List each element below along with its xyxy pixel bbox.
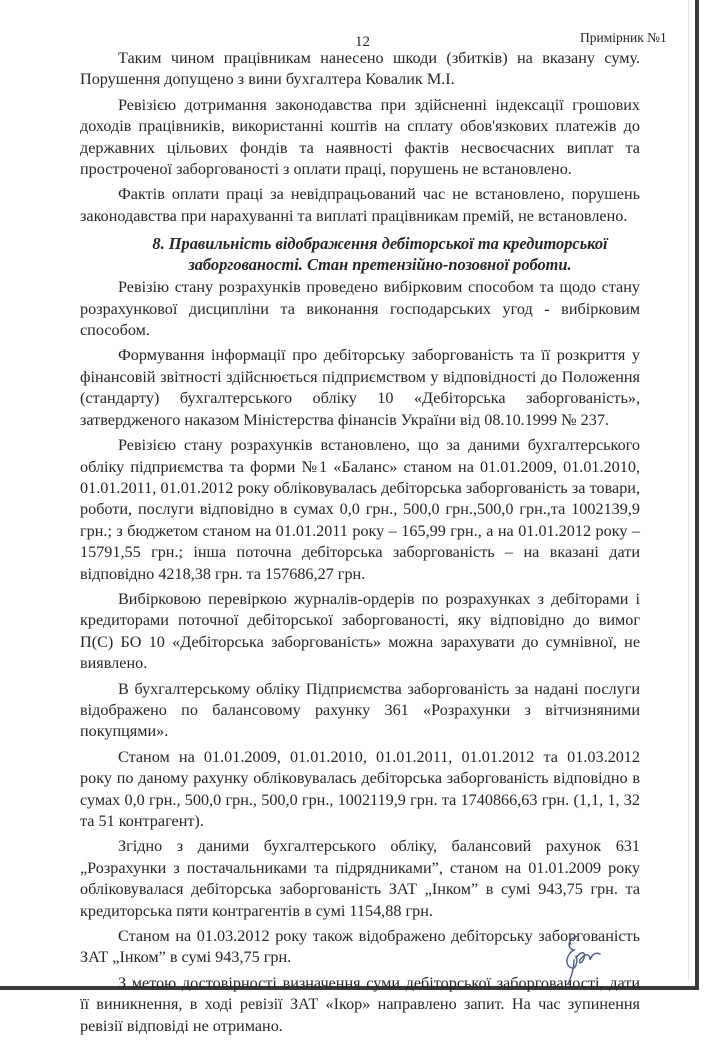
paragraph: Станом на 01.01.2009, 01.01.2010, 01.01.2011, 01.01.2012 та 01.03.2012 року по даному рахунку обліковувалась дебіторська заборгованість відповідно в сумах 0,0 грн., 500,0 грн., 500,0 грн., 1002119,9 грн. та 1740866,63 грн. (1,1, 1, 32 та 51 контрагент).	[80, 747, 640, 830]
section-heading-line-1: 8. Правильність відображення дебіторської та кредиторської	[152, 234, 608, 254]
paragraph: Фактів оплати праці за невідпрацьований час не встановлено, порушень законодавства при нарахуванні та виплаті працівникам премій, не встановлено.	[80, 185, 640, 225]
paragraph: Ревізію стану розрахунків проведено вибірковим способом та щодо стану розрахункової дисципліни та виконання господарських угод - вибірковим способом.	[80, 278, 640, 340]
paragraph: Таким чином працівникам нанесено шкоди (збитків) на вказану суму. Порушення допущено з вини бухгалтера Ковалик М.І.	[80, 49, 640, 89]
section-heading-line-2: заборгованості. Стан претензійно-позовної роботи.	[188, 255, 572, 275]
page-number: 12	[355, 34, 370, 50]
page-edge-line	[688, 0, 689, 980]
paragraph: Згідно з даними бухгалтерського обліку, балансовий рахунок 631 „Розрахунки з постачальниками та підрядниками”, станом на 01.01.2009 року обліковувалася дебіторська заборгованість ЗАТ „Інком” в сумі 943,75 грн. та кредиторська пяти контрагентів в сумі 1154,88 грн.	[80, 837, 640, 920]
document-body	[80, 48, 640, 1041]
paragraph: Формування інформації про дебіторську заборгованість та її розкриття у фінансовій звітності здійснюється підприємством у відповідності до Положення (стандарту) бухгалтерського обліку 10 «Дебіторська заборгованість», затвердженого наказом Міністерства фінансів України від 08.10.1999 № 237.	[80, 346, 640, 429]
paragraph: З метою достовірності визначення суми дебіторської заборгованості, дати її виникнення, в ході ревізії ЗАТ «Ікор» направлено запит. На час зупинення ревізії відповіді не отримано.	[80, 973, 640, 1035]
paragraph: Ревізією стану розрахунків встановлено, що за даними бухгалтерського обліку підприємства та форми №1 «Баланс» станом на 01.01.2009, 01.01.2010, 01.01.2011, 01.01.2012 року обліковувалась дебіторська заборгованість за товари, роботи, послуги відповідно в сумах 0,0 грн., 500,0 грн.,500,0 грн.,та 1002139,9 грн.; з бюджетом станом на 01.01.2011 року – 165,99 грн., а на 01.01.2012 року – 15791,55 грн.; інша поточна дебіторська заборгованість – на вказані дати відповідно 4218,38 грн. та 157686,27 грн.	[80, 436, 640, 583]
paragraph: В бухгалтерському обліку Підприємства заборгованість за надані послуги відображено по балансовому рахунку 361 «Розрахунки з вітчизняними покупцями».	[80, 679, 640, 741]
paragraph: Ревізією дотримання законодавства при здійсненні індексації грошових доходів працівників, використанні коштів на сплату обов'язкових платежів до державних цільових фондів та наявності фактів несвоєчасних виплат та простроченої заборгованості з оплати праці, порушень не встановлено.	[80, 95, 640, 179]
signature-icon	[560, 930, 610, 986]
section-heading	[80, 233, 640, 275]
paragraph: Вибірковою перевіркою журналів-ордерів по розрахунках з дебіторами і кредиторами поточної дебіторської заборгованості, яку відповідно до вимог П(С) БО 10 «Дебіторська заборгованість» можна зарахувати до сумнівної, не виявлено.	[80, 589, 640, 673]
copy-label: Примірник №1	[580, 30, 667, 45]
paragraph: Станом на 01.03.2012 року також відображено дебіторську заборгованість ЗАТ „Інком” в сумі 943,75 грн.	[80, 927, 640, 967]
